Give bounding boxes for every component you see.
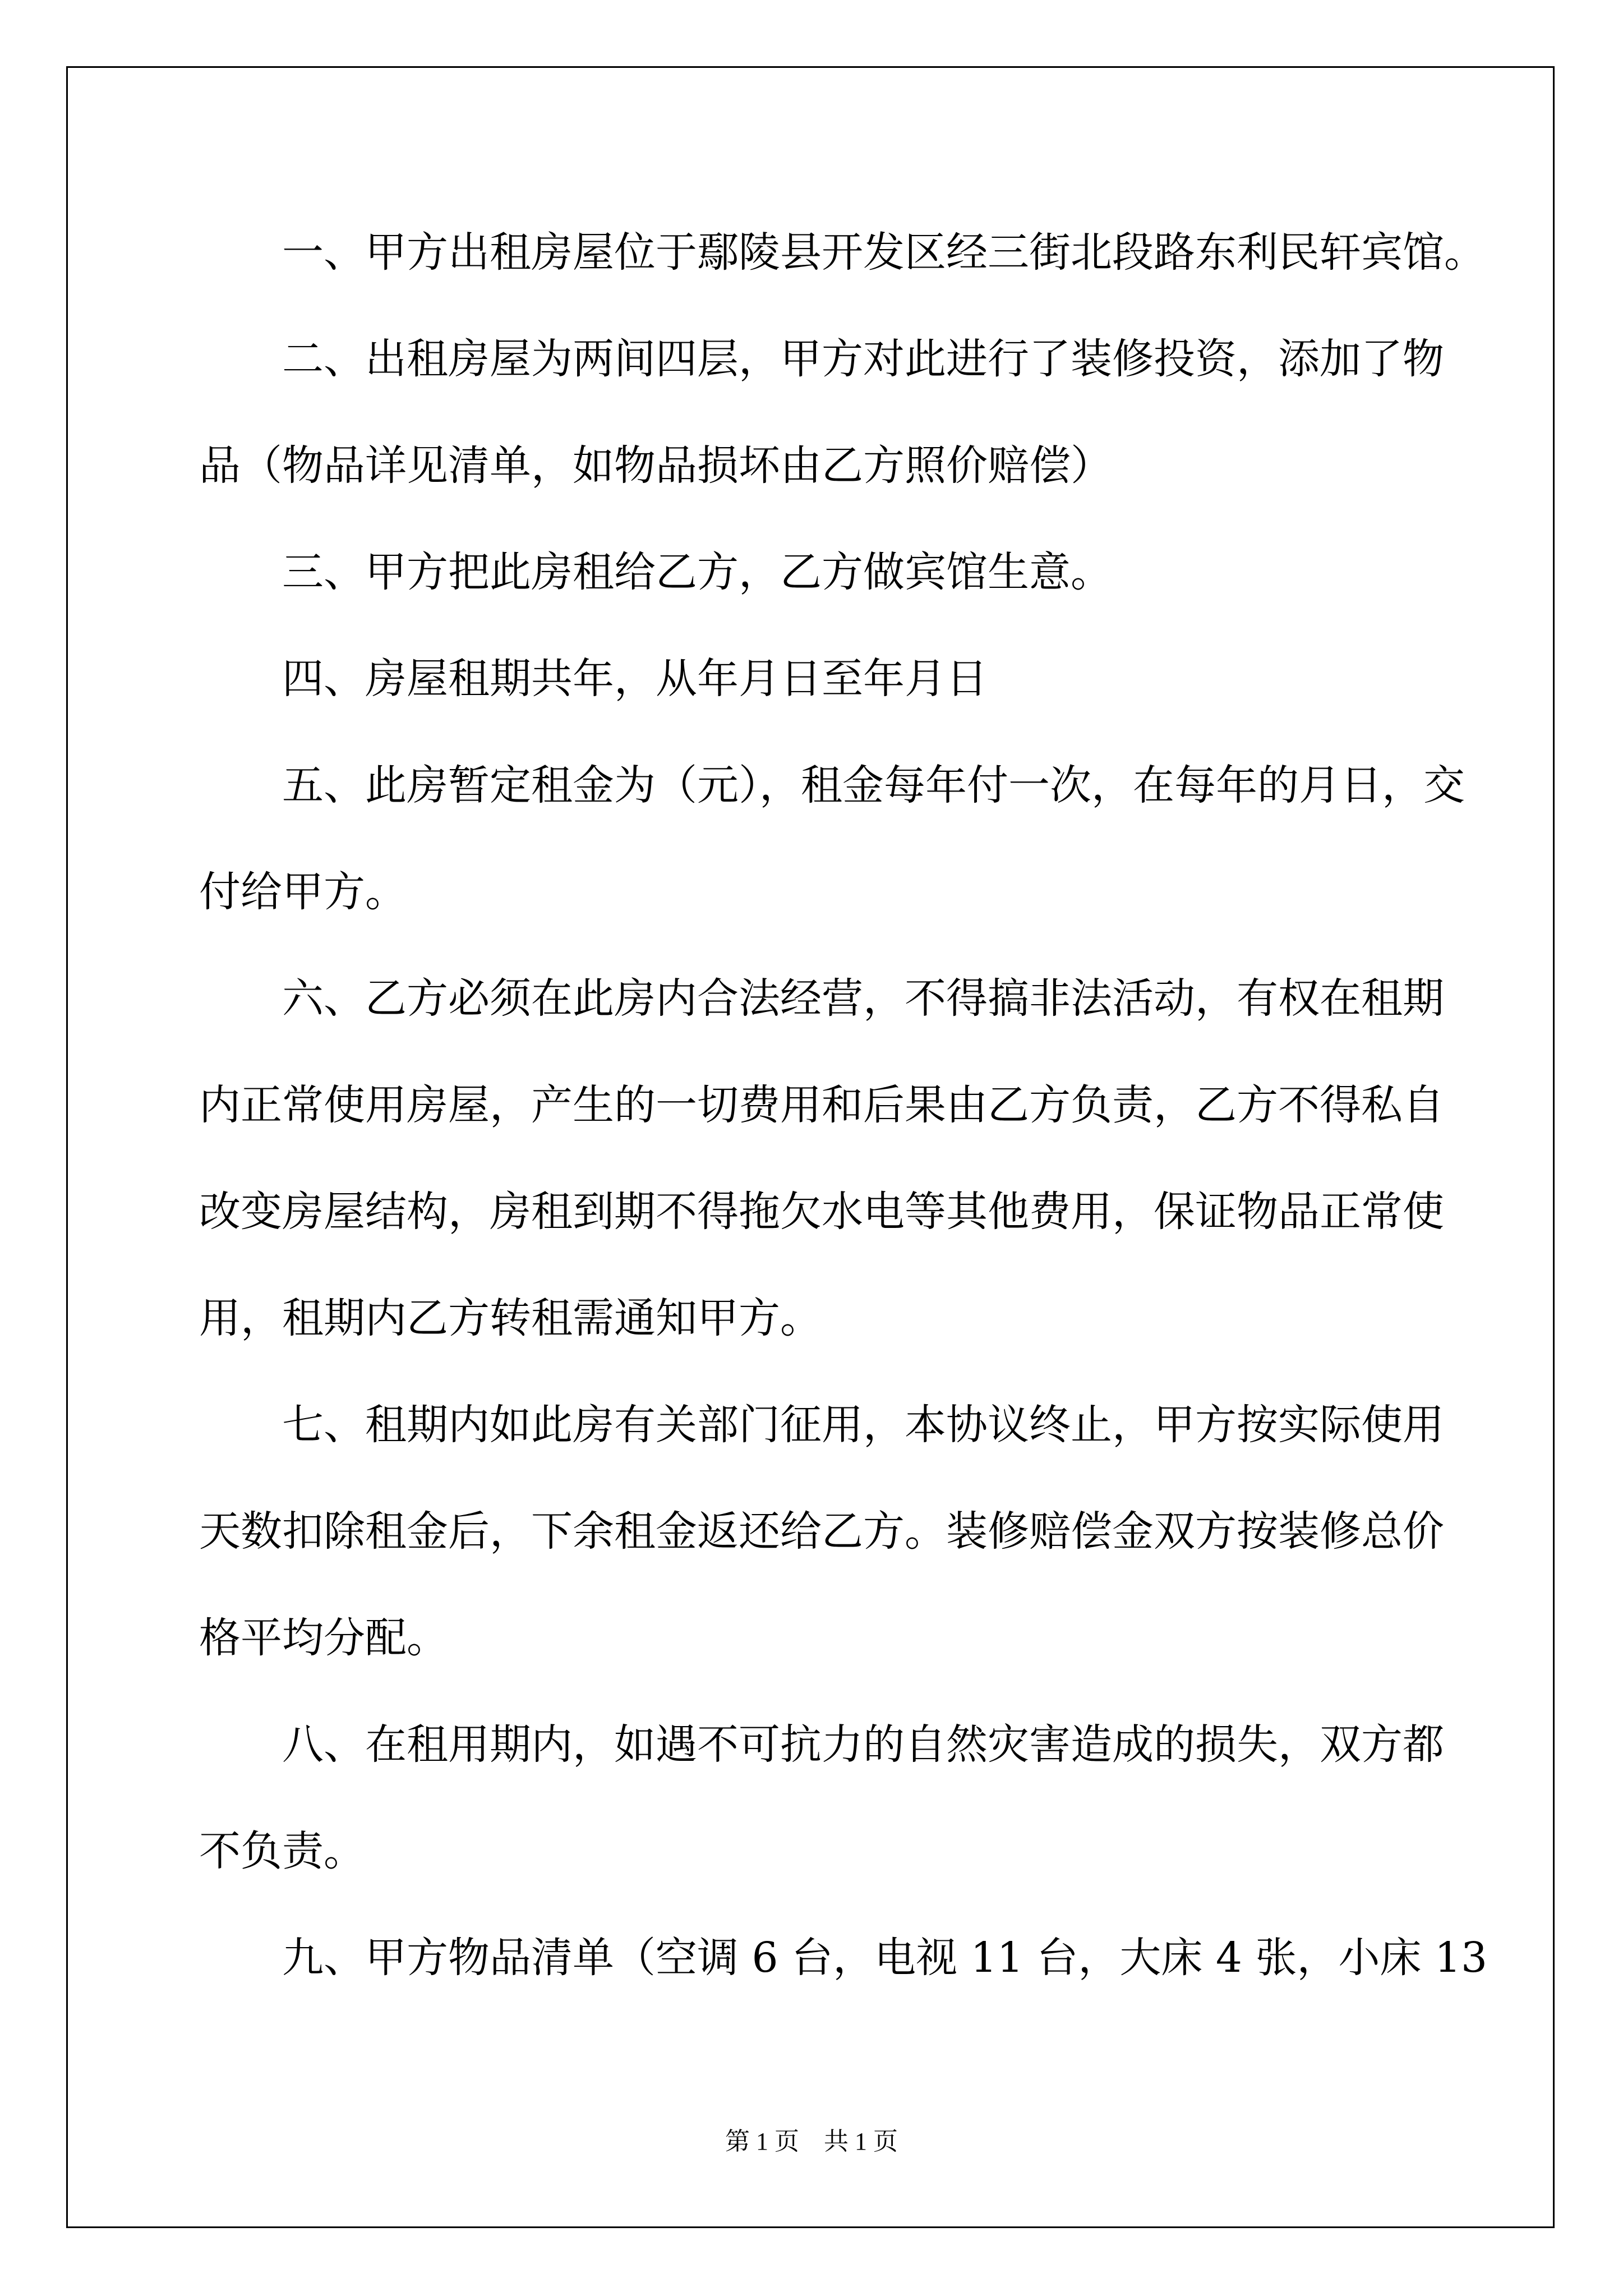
paragraph-line: 改变房屋结构，房租到期不得拖欠水电等其他费用，保证物品正常使 xyxy=(199,1188,1444,1236)
paragraph-line: 不负责。 xyxy=(199,1827,365,1875)
paragraph-line: 六、乙方必须在此房内合法经营，不得搞非法活动，有权在租期 xyxy=(282,974,1444,1023)
page-total: 共 1 页 xyxy=(824,2128,898,2155)
paragraph-line: 八、在租用期内，如遇不可抗力的自然灾害造成的损失，双方都 xyxy=(282,1720,1444,1769)
paragraph-line: 一、甲方出租房屋位于鄢陵县开发区经三街北段路东利民轩宾馆。 xyxy=(282,228,1486,277)
paragraph-line: 三、甲方把此房租给乙方，乙方做宾馆生意。 xyxy=(282,548,1112,596)
page-border xyxy=(66,66,1555,2228)
paragraph-line: 用，租期内乙方转租需通知甲方。 xyxy=(199,1294,822,1342)
page-footer xyxy=(0,2126,1623,2157)
paragraph-line: 天数扣除租金后，下余租金返还给乙方。装修赔偿金双方按装修总价 xyxy=(199,1507,1444,1556)
paragraph-line: 五、此房暂定租金为（元），租金每年付一次，在每年的月日，交 xyxy=(282,761,1465,809)
paragraph-line: 二、出租房屋为两间四层，甲方对此进行了装修投资，添加了物 xyxy=(282,335,1444,383)
paragraph-line: 付给甲方。 xyxy=(199,868,407,916)
paragraph-line: 品（物品详见清单，如物品损坏由乙方照价赔偿） xyxy=(199,441,1112,490)
paragraph-line: 四、房屋租期共年，从年月日至年月日 xyxy=(282,655,988,703)
page-number: 第 1 页 xyxy=(725,2128,799,2155)
paragraph-line: 格平均分配。 xyxy=(199,1614,448,1662)
paragraph-line: 内正常使用房屋，产生的一切费用和后果由乙方负责，乙方不得私自 xyxy=(199,1081,1444,1129)
paragraph-line: 九、甲方物品清单（空调 6 台，电视 11 台，大床 4 张，小床 13 xyxy=(282,1934,1488,1982)
paragraph-line: 七、租期内如此房有关部门征用，本协议终止，甲方按实际使用 xyxy=(282,1401,1444,1449)
